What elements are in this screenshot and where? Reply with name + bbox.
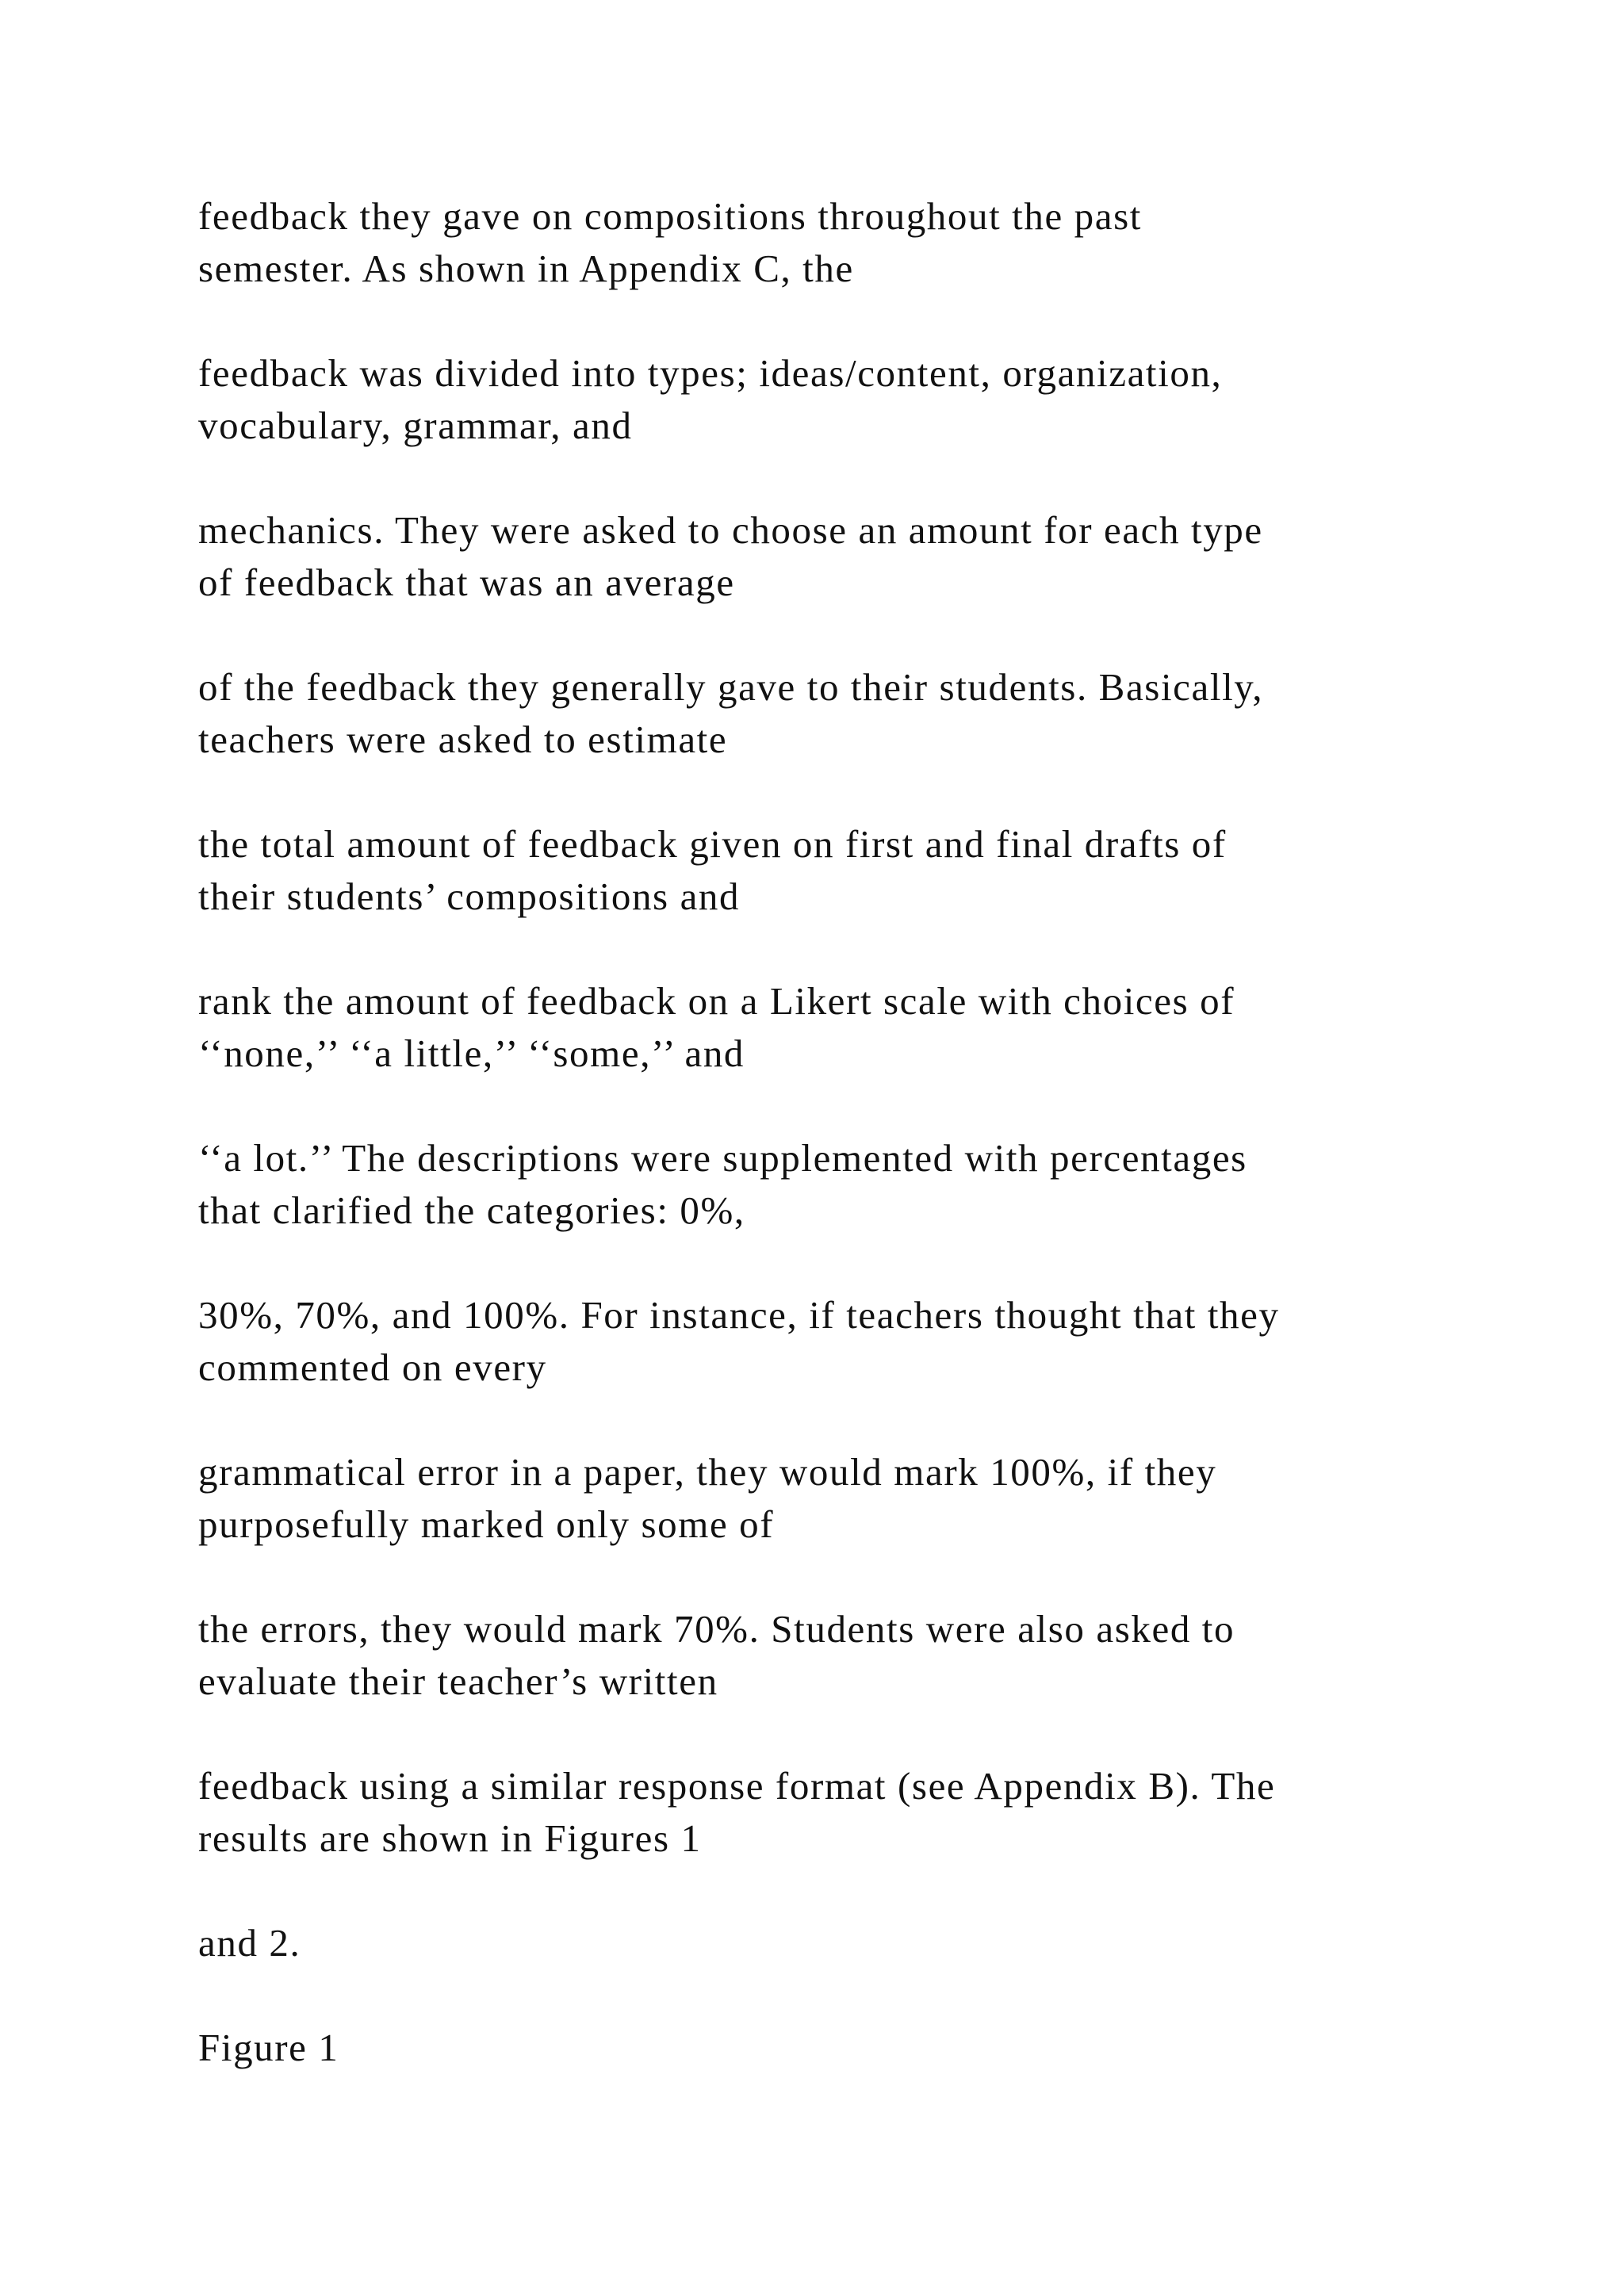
paragraph-12: and 2. [198,1921,301,1965]
paragraph-5: the total amount of feedback given on first and final drafts of their students’ compositions and [198,822,1227,918]
paragraph-9: grammatical error in a paper, they would mark 100%, if they purposefully marked only some of [198,1450,1217,1546]
paragraph-2: feedback was divided into types; ideas/content, organization, vocabulary, grammar, and [198,351,1223,447]
paragraph-6: rank the amount of feedback on a Likert scale with choices of ‘‘none,’’ ‘‘a little,’’ ‘‘some,’’ and [198,979,1235,1075]
paragraph-3: mechanics. They were asked to choose an amount for each type of feedback that was an average [198,508,1263,604]
figure-caption: Figure 1 [198,2026,339,2069]
paragraph-1: feedback they gave on compositions throughout the past semester. As shown in Appendix C, the [198,194,1143,290]
paragraph-10: the errors, they would mark 70%. Students were also asked to evaluate their teacher’s written [198,1607,1235,1703]
body-text [198,190,1499,2126]
paragraph-4: of the feedback they generally gave to their students. Basically, teachers were asked to estimate [198,665,1264,761]
paragraph-7: ‘‘a lot.’’ The descriptions were supplemented with percentages that clarified the categories: 0%, [198,1136,1247,1232]
paragraph-8: 30%, 70%, and 100%. For instance, if teachers thought that they commented on every [198,1293,1280,1389]
paragraph-11: feedback using a similar response format (see Appendix B). The results are shown in Figures 1 [198,1764,1276,1860]
